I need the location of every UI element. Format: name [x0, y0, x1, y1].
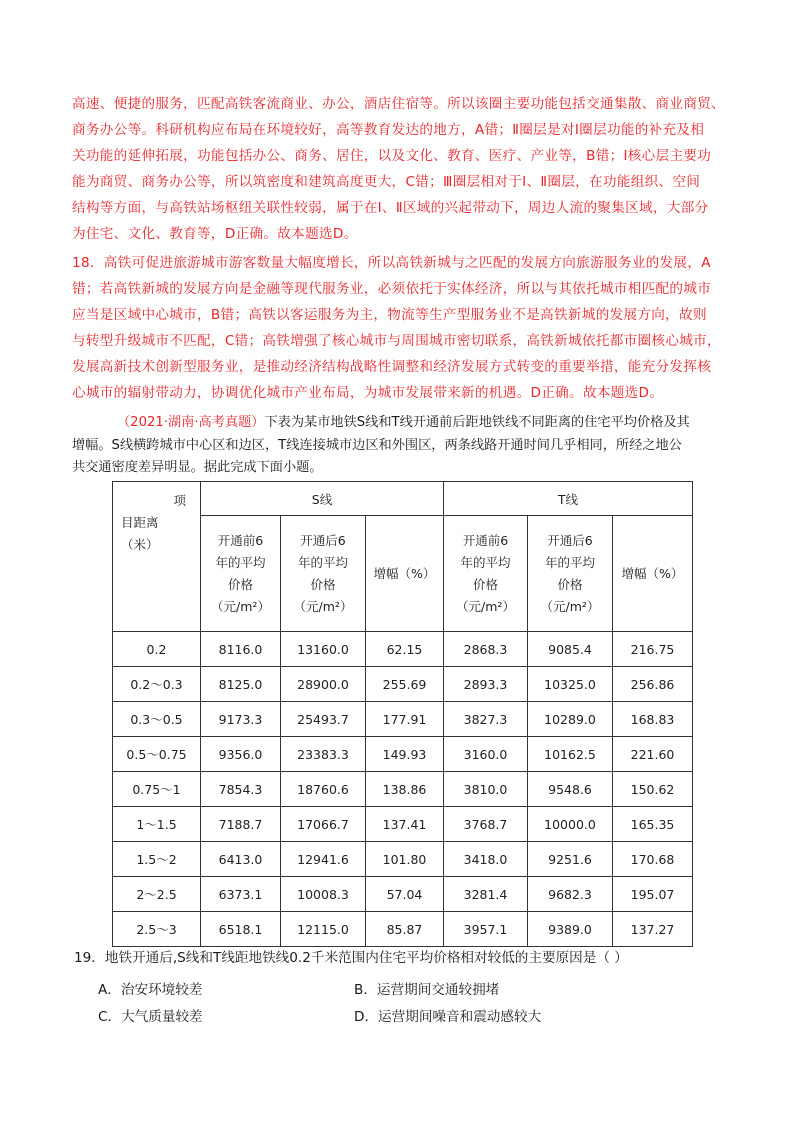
table-cell: 8116.0 [201, 632, 281, 667]
table-cell: 221.60 [613, 737, 693, 772]
answer-line: 为住宅、文化、教育等，D正确。故本题选D。 [72, 225, 358, 242]
answer-explanation-17 [72, 92, 732, 247]
col-header-t-before: 开通前6 年的平均 价格 （元/m²） [444, 516, 528, 632]
answer-line: 错；若高铁新城的发展方向是金融等现代服务业，必须依托于实体经济，所以与其依托城市相匹配的城市 [72, 280, 712, 297]
table-cell: 216.75 [613, 632, 693, 667]
table-cell: 9085.4 [528, 632, 613, 667]
option-d[interactable]: D．运营期间噪音和震动感较大 [354, 1009, 542, 1025]
option-a[interactable]: A．治安环境较差 [98, 982, 203, 998]
table-cell: 3827.3 [444, 702, 528, 737]
table-cell: 9682.3 [528, 877, 613, 912]
col-header-s-growth: 增幅（%） [366, 516, 444, 632]
table-row [113, 737, 693, 772]
table-cell: 10325.0 [528, 667, 613, 702]
table-cell: 149.93 [366, 737, 444, 772]
table-cell: 2.5～3 [113, 912, 201, 947]
option-c[interactable]: C．大气质量较差 [98, 1009, 203, 1025]
table-cell: 101.80 [366, 842, 444, 877]
table-cell: 0.2 [113, 632, 201, 667]
table-cell: 9251.6 [528, 842, 613, 877]
table-cell: 6518.1 [201, 912, 281, 947]
table-cell: 10000.0 [528, 807, 613, 842]
table-cell: 13160.0 [281, 632, 366, 667]
group-header-s: S线 [201, 482, 444, 516]
table-row [113, 842, 693, 877]
table-cell: 2868.3 [444, 632, 528, 667]
table-cell: 23383.3 [281, 737, 366, 772]
table-cell: 255.69 [366, 667, 444, 702]
table-cell: 6373.1 [201, 877, 281, 912]
table-cell: 177.91 [366, 702, 444, 737]
answer-line: 心城市的辐射带动力，协调优化城市产业布局，为城市发展带来新的机遇。D正确。故本题选D。 [72, 384, 664, 401]
table-cell: 10008.3 [281, 877, 366, 912]
table-cell: 3957.1 [444, 912, 528, 947]
option-b[interactable]: B．运营期间交通较拥堵 [354, 982, 500, 998]
table-cell: 7188.7 [201, 807, 281, 842]
question-intro [72, 412, 752, 480]
col-header-s-after: 开通后6 年的平均 价格 （元/m²） [281, 516, 366, 632]
table-cell: 195.07 [613, 877, 693, 912]
table-cell: 57.04 [366, 877, 444, 912]
table-cell: 137.27 [613, 912, 693, 947]
group-header-t: T线 [444, 482, 693, 516]
table-row [113, 702, 693, 737]
intro-text: 下表为某市地铁S线和T线开通前后距地铁线不同距离的住宅平均价格及其 [264, 415, 690, 430]
table-cell: 1～1.5 [113, 807, 201, 842]
answer-line: 发展高新技术创新型服务业，是推动经济结构战略性调整和经济发展方式转变的重要举措，能充分发挥核 [72, 358, 712, 375]
table-cell: 1.5～2 [113, 842, 201, 877]
col-header-s-before: 开通前6 年的平均 价格 （元/m²） [201, 516, 281, 632]
table-cell: 3418.0 [444, 842, 528, 877]
table-cell: 17066.7 [281, 807, 366, 842]
answer-line: 商务办公等。科研机构应布局在环境较好，高等教育发达的地方，A错；Ⅱ圈层是对Ⅰ圈层功能的补充及相 [72, 121, 705, 138]
col-header-t-after: 开通后6 年的平均 价格 （元/m²） [528, 516, 613, 632]
table-cell: 9389.0 [528, 912, 613, 947]
table-corner-header: 项 目距离 （米） [113, 482, 201, 632]
table-cell: 2～2.5 [113, 877, 201, 912]
table-cell: 3160.0 [444, 737, 528, 772]
table-cell: 12115.0 [281, 912, 366, 947]
answer-line: 应当是区域中心城市，B错；高铁以客运服务为主，物流等生产型服务业不是高铁新城的发展方向，故则 [72, 306, 707, 323]
table-cell: 62.15 [366, 632, 444, 667]
table-cell: 150.62 [613, 772, 693, 807]
table-cell: 3810.0 [444, 772, 528, 807]
table-cell: 0.75～1 [113, 772, 201, 807]
table-row [113, 632, 693, 667]
answer-line: 高速、便捷的服务，匹配高铁客流商业、办公，酒店住宿等。所以该圈主要功能包括交通集散、商业商贸、 [72, 96, 726, 112]
question-source: （2021·湖南·高考真题） [117, 415, 265, 430]
table-row [113, 772, 693, 807]
table-cell: 6413.0 [201, 842, 281, 877]
table-cell: 12941.6 [281, 842, 366, 877]
table-cell: 9356.0 [201, 737, 281, 772]
table-cell: 7854.3 [201, 772, 281, 807]
table-cell: 25493.7 [281, 702, 366, 737]
table-cell: 28900.0 [281, 667, 366, 702]
table-cell: 168.83 [613, 702, 693, 737]
col-header-t-growth: 增幅（%） [613, 516, 693, 632]
answer-line: 能为商贸、商务办公等，所以筑密度和建筑高度更大，C错；Ⅲ圈层相对于Ⅰ、Ⅱ圈层，在功能组织、空间 [72, 173, 701, 190]
table-row [113, 877, 693, 912]
table-cell: 3281.4 [444, 877, 528, 912]
intro-text: 增幅。S线横跨城市中心区和边区，T线连接城市边区和外围区，两条线路开通时间几乎相同，所经之地公 [72, 437, 682, 453]
table-cell: 0.3～0.5 [113, 702, 201, 737]
table-cell: 2893.3 [444, 667, 528, 702]
table-cell: 8125.0 [201, 667, 281, 702]
table-cell: 0.2～0.3 [113, 667, 201, 702]
table-cell: 85.87 [366, 912, 444, 947]
table-cell: 9173.3 [201, 702, 281, 737]
table-cell: 165.35 [613, 807, 693, 842]
answer-line: 关功能的延伸拓展，功能包括办公、商务、居住，以及文化、教育、医疗、产业等，B错；Ⅰ核心层主要功 [72, 147, 712, 164]
answer-line: 与转型升级城市不匹配，C错；高铁增强了核心城市与周围城市密切联系，高铁新城依托都市圈核心城市， [72, 332, 721, 349]
table-cell: 170.68 [613, 842, 693, 877]
table-row [113, 912, 693, 947]
table-cell: 10162.5 [528, 737, 613, 772]
price-table [112, 481, 693, 947]
answer-line: 结构等方面，与高铁站场枢纽关联性较弱，属于在Ⅰ、Ⅱ区域的兴起带动下，周边人流的聚集区域，大部分 [72, 199, 709, 216]
table-cell: 3768.7 [444, 807, 528, 842]
table-cell: 9548.6 [528, 772, 613, 807]
table-row [113, 807, 693, 842]
intro-text: 共交通密度差异明显。据此完成下面小题。 [72, 460, 323, 475]
table-cell: 0.5～0.75 [113, 737, 201, 772]
answer-explanation-18 [72, 251, 732, 406]
table-cell: 18760.6 [281, 772, 366, 807]
table-cell: 137.41 [366, 807, 444, 842]
table-cell: 10289.0 [528, 702, 613, 737]
table-cell: 138.86 [366, 772, 444, 807]
question-stem: 19．地铁开通后,S线和T线距地铁线0.2千米范围内住宅平均价格相对较低的主要原因是（ ） [74, 950, 628, 966]
table-row [113, 667, 693, 702]
table-cell: 256.86 [613, 667, 693, 702]
answer-line: 18．高铁可促进旅游城市游客数量大幅度增长，所以高铁新城与之匹配的发展方向旅游服务业的发展，A [72, 255, 711, 271]
